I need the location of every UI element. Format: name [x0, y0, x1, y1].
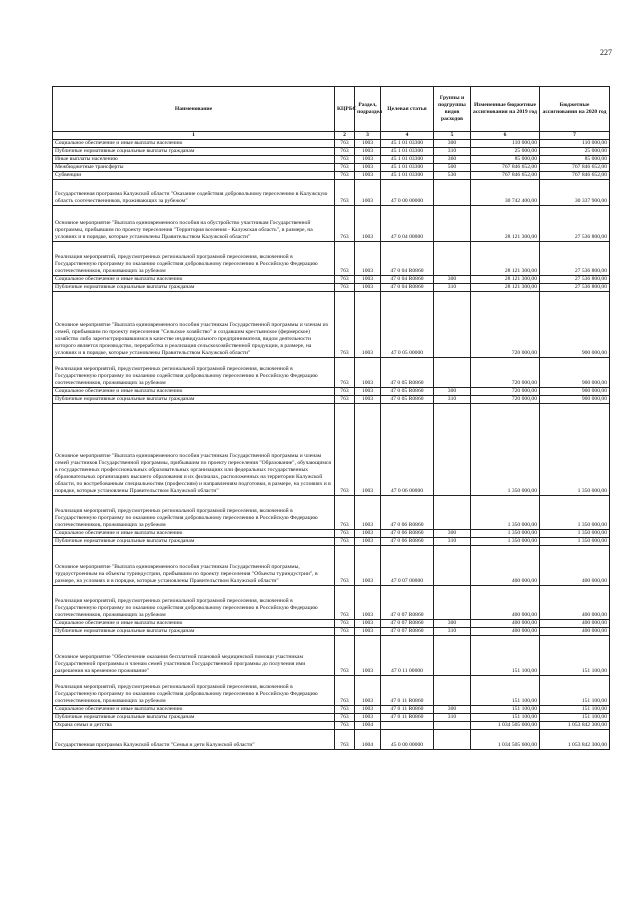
table-row	[53, 396, 610, 404]
row-vid	[434, 206, 471, 242]
row-kcrbs: 763	[335, 292, 355, 358]
row-vid: 300	[434, 530, 471, 538]
row-v2020: 1 350 000,00	[540, 404, 610, 496]
table-row	[53, 284, 610, 292]
row-v2020: 151 100,00	[540, 676, 610, 706]
table-row	[53, 530, 610, 538]
row-v2019: 1 350 000,00	[471, 530, 540, 538]
header-row	[53, 87, 610, 132]
row-razdel: 1003	[355, 388, 381, 396]
row-kcrbs: 763	[335, 706, 355, 714]
row-razdel: 1003	[355, 676, 381, 706]
row-name: Реализация мероприятий, предусмотренных региональной программой переселения, включенной в Государственную программу по оказанию содействия добровольному переселению в Российскую Федерацию соотечественников, проживающих за рубежом	[53, 496, 335, 530]
row-statya	[381, 722, 434, 730]
row-name: Государственная программа Калужской области "Оказание содействия добровольному переселению в Калужскую область соотечественников, проживающих за рубежом"	[53, 180, 335, 206]
row-v2019: 400 000,00	[471, 546, 540, 586]
row-statya: 47 0 11 R0860	[381, 676, 434, 706]
row-v2019: 400 000,00	[471, 620, 540, 628]
row-razdel: 1004	[355, 730, 381, 750]
row-v2019: 400 000,00	[471, 586, 540, 620]
header-name: Наименование	[53, 87, 335, 132]
row-vid: 310	[434, 284, 471, 292]
row-razdel: 1003	[355, 538, 381, 546]
row-statya: 45 1 01 03300	[381, 140, 434, 148]
row-kcrbs: 763	[335, 172, 355, 180]
row-name: Публичные нормативные социальные выплаты гражданам	[53, 538, 335, 546]
row-kcrbs: 763	[335, 496, 355, 530]
row-statya: 45 1 01 03300	[381, 164, 434, 172]
row-vid: 300	[434, 276, 471, 284]
row-v2020: 1 350 000,00	[540, 530, 610, 538]
row-kcrbs: 763	[335, 586, 355, 620]
row-v2019: 28 121 300,00	[471, 276, 540, 284]
row-vid: 310	[434, 628, 471, 636]
row-statya: 47 0 06 R0860	[381, 496, 434, 530]
row-name: Социальное обеспечение и иные выплаты населению	[53, 388, 335, 396]
row-statya: 47 0 04 R0860	[381, 276, 434, 284]
page-number: 227	[600, 48, 612, 57]
row-v2020: 400 000,00	[540, 586, 610, 620]
table-row	[53, 676, 610, 706]
row-statya: 47 0 05 R0860	[381, 358, 434, 388]
row-name: Основное мероприятие "Выплата единовременного пособия участникам Государственной программы, трудоустроенным на объекты туриндустрии, прибывшим по проекту переселения "Объекты туриндустрии", в размере, на условиях и в порядке, которые установлены Правительством Калужской области"	[53, 546, 335, 586]
table-row	[53, 292, 610, 358]
row-v2020: 400 000,00	[540, 628, 610, 636]
row-kcrbs: 763	[335, 530, 355, 538]
row-kcrbs: 763	[335, 546, 355, 586]
row-kcrbs: 763	[335, 636, 355, 676]
row-statya: 47 0 06 R0860	[381, 538, 434, 546]
column-number-row	[53, 132, 610, 140]
row-statya: 45 1 01 03300	[381, 172, 434, 180]
row-v2020: 1 053 842 300,00	[540, 722, 610, 730]
row-v2020: 900 000,00	[540, 292, 610, 358]
row-razdel: 1003	[355, 496, 381, 530]
row-name: Основное мероприятие "Обеспечение оказания бесплатной плановой медицинской помощи участникам Государственной программы и членам семей участников Государственной программы до получения ими разрешения на временное проживание"	[53, 636, 335, 676]
table-row	[53, 276, 610, 284]
row-vid	[434, 546, 471, 586]
row-v2020: 27 536 800,00	[540, 284, 610, 292]
table-row	[53, 730, 610, 750]
column-number: 6	[471, 132, 540, 140]
row-v2020: 900 000,00	[540, 388, 610, 396]
table-row	[53, 722, 610, 730]
table-row	[53, 706, 610, 714]
table-row	[53, 206, 610, 242]
row-name: Реализация мероприятий, предусмотренных региональной программой переселения, включенной в Государственную программу по оказанию содействия добровольному переселению в Российскую Федерацию соотечественников, проживающих за рубежом	[53, 586, 335, 620]
row-kcrbs: 763	[335, 714, 355, 722]
row-v2020: 27 536 800,00	[540, 276, 610, 284]
row-razdel: 1003	[355, 148, 381, 156]
row-kcrbs: 763	[335, 722, 355, 730]
row-v2019: 151 100,00	[471, 636, 540, 676]
row-statya: 47 0 06 R0860	[381, 530, 434, 538]
row-kcrbs: 763	[335, 388, 355, 396]
row-name: Публичные нормативные социальные выплаты гражданам	[53, 396, 335, 404]
row-kcrbs: 763	[335, 148, 355, 156]
header-razdel: Раздел, подраздел	[355, 87, 381, 132]
table-row	[53, 242, 610, 276]
row-vid: 310	[434, 148, 471, 156]
row-v2019: 1 350 000,00	[471, 496, 540, 530]
row-vid: 300	[434, 620, 471, 628]
row-v2020: 151 100,00	[540, 636, 610, 676]
row-v2019: 767 846 652,00	[471, 164, 540, 172]
row-razdel: 1003	[355, 206, 381, 242]
row-vid	[434, 636, 471, 676]
row-name: Иные выплаты населению	[53, 156, 335, 164]
row-name: Основное мероприятие "Выплата единовременного пособия участникам Государственной программы и членам семей участников Государственной программы, прибывшим по проекту переселения "Образование", обучающимся в государственных профессиональных образовательных организациях или федеральных государственных образовательных организациях высшего образования и их филиалах, расположенных на территории Калужской области, по востребованным специальностям (профессиям) и направлениям подготовки, в размере, на условиях и в порядке, которые установлены Правительством Калужской области"	[53, 404, 335, 496]
row-vid	[434, 496, 471, 530]
row-v2020: 30 337 900,00	[540, 180, 610, 206]
table-row	[53, 586, 610, 620]
table-row	[53, 546, 610, 586]
row-vid	[434, 180, 471, 206]
row-razdel: 1003	[355, 242, 381, 276]
row-razdel: 1003	[355, 628, 381, 636]
row-v2020: 151 100,00	[540, 706, 610, 714]
row-razdel: 1003	[355, 546, 381, 586]
row-v2020: 1 053 842 300,00	[540, 730, 610, 750]
column-number: 5	[434, 132, 471, 140]
row-v2019: 28 121 300,00	[471, 206, 540, 242]
row-name: Основное мероприятие "Выплата единовременного пособия участникам Государственной программы и членам их семей, прибывшим по проекту переселения "Сельское хозяйство" и создавшим крестьянское (фермерское) хозяйство либо зарегистрировавшимся в качестве индивидуального предпринимателя, видом деятельности которого является производство, переработка и реализация сельскохозяйственной продукции, в размере, на условиях и в порядке, которые установлены Правительством Калужской области"	[53, 292, 335, 358]
row-razdel: 1003	[355, 276, 381, 284]
row-v2019: 767 846 652,00	[471, 172, 540, 180]
row-v2020: 1 350 000,00	[540, 538, 610, 546]
row-statya: 47 0 07 00000	[381, 546, 434, 586]
row-razdel: 1004	[355, 722, 381, 730]
row-razdel: 1003	[355, 140, 381, 148]
row-name: Реализация мероприятий, предусмотренных региональной программой переселения, включенной в Государственную программу по оказанию содействия добровольному переселению в Российскую Федерацию соотечественников, проживающих за рубежом	[53, 676, 335, 706]
table-row	[53, 358, 610, 388]
header-v2020: Бюджетные ассигнования на 2020 год	[540, 87, 610, 132]
row-vid	[434, 242, 471, 276]
row-v2019: 400 000,00	[471, 628, 540, 636]
row-name: Реализация мероприятий, предусмотренных региональной программой переселения, включенной в Государственную программу по оказанию содействия добровольному переселению в Российскую Федерацию соотечественников, проживающих за рубежом	[53, 242, 335, 276]
row-v2020: 110 000,00	[540, 140, 610, 148]
row-kcrbs: 763	[335, 358, 355, 388]
row-vid	[434, 722, 471, 730]
row-kcrbs: 763	[335, 156, 355, 164]
row-statya: 47 0 04 R0860	[381, 242, 434, 276]
row-vid: 310	[434, 538, 471, 546]
row-statya: 45 1 01 03300	[381, 156, 434, 164]
row-name: Охрана семьи и детства	[53, 722, 335, 730]
column-number: 2	[335, 132, 355, 140]
row-name: Публичные нормативные социальные выплаты гражданам	[53, 284, 335, 292]
row-vid: 530	[434, 172, 471, 180]
table-row	[53, 714, 610, 722]
row-v2020: 900 000,00	[540, 396, 610, 404]
row-kcrbs: 763	[335, 730, 355, 750]
row-statya: 47 0 05 R0860	[381, 396, 434, 404]
row-vid	[434, 586, 471, 620]
row-v2019: 30 742 400,00	[471, 180, 540, 206]
row-razdel: 1003	[355, 620, 381, 628]
row-v2020: 85 000,00	[540, 156, 610, 164]
column-number: 3	[355, 132, 381, 140]
table-row	[53, 538, 610, 546]
column-number: 7	[540, 132, 610, 140]
row-v2020: 767 846 652,00	[540, 164, 610, 172]
table-row	[53, 636, 610, 676]
row-statya: 47 0 05 00000	[381, 292, 434, 358]
row-statya: 47 0 00 00000	[381, 180, 434, 206]
row-name: Основное мероприятие "Выплата единовременного пособия на обустройство участникам Государственной программы, прибывшим по проекту переселения "Территория вселения - Калужская область", в размере, на условиях и в порядке, которые установлены Правительством Калужской области"	[53, 206, 335, 242]
column-number: 4	[381, 132, 434, 140]
row-vid: 500	[434, 164, 471, 172]
table-row	[53, 620, 610, 628]
row-statya: 47 0 11 00000	[381, 636, 434, 676]
row-vid	[434, 676, 471, 706]
row-v2019: 25 000,00	[471, 148, 540, 156]
row-v2019: 1 350 000,00	[471, 538, 540, 546]
row-v2020: 1 350 000,00	[540, 496, 610, 530]
row-kcrbs: 763	[335, 276, 355, 284]
row-statya: 45 1 01 03300	[381, 148, 434, 156]
row-statya: 47 0 07 R0860	[381, 628, 434, 636]
row-v2019: 151 100,00	[471, 706, 540, 714]
row-name: Социальное обеспечение и иные выплаты населению	[53, 276, 335, 284]
row-name: Реализация мероприятий, предусмотренных региональной программой переселения, включенной в Государственную программу по оказанию содействия добровольному переселению в Российскую Федерацию соотечественников, проживающих за рубежом	[53, 358, 335, 388]
row-v2019: 1 034 505 600,00	[471, 730, 540, 750]
row-razdel: 1003	[355, 156, 381, 164]
row-name: Социальное обеспечение и иные выплаты населению	[53, 620, 335, 628]
row-razdel: 1003	[355, 164, 381, 172]
table-row	[53, 496, 610, 530]
row-statya: 47 0 05 R0860	[381, 388, 434, 396]
row-v2019: 28 121 300,00	[471, 284, 540, 292]
row-statya: 47 0 07 R0860	[381, 620, 434, 628]
row-v2019: 28 121 300,00	[471, 242, 540, 276]
row-vid: 360	[434, 156, 471, 164]
row-v2020: 400 000,00	[540, 620, 610, 628]
row-kcrbs: 763	[335, 396, 355, 404]
row-razdel: 1003	[355, 358, 381, 388]
row-razdel: 1003	[355, 172, 381, 180]
row-razdel: 1003	[355, 530, 381, 538]
row-name: Социальное обеспечение и иные выплаты населению	[53, 140, 335, 148]
row-kcrbs: 763	[335, 140, 355, 148]
row-kcrbs: 763	[335, 242, 355, 276]
table-row	[53, 164, 610, 172]
row-v2020: 151 100,00	[540, 714, 610, 722]
header-statya: Целевая статья	[381, 87, 434, 132]
row-statya: 47 0 06 00000	[381, 404, 434, 496]
row-name: Публичные нормативные социальные выплаты гражданам	[53, 628, 335, 636]
row-kcrbs: 763	[335, 676, 355, 706]
row-vid: 300	[434, 140, 471, 148]
row-statya: 47 0 04 R0860	[381, 284, 434, 292]
row-statya: 45 0 00 00000	[381, 730, 434, 750]
header-vid: Группы и подгруппы видов расходов	[434, 87, 471, 132]
row-vid	[434, 358, 471, 388]
row-vid	[434, 292, 471, 358]
row-v2019: 1 350 000,00	[471, 404, 540, 496]
row-statya: 47 0 07 R0860	[381, 586, 434, 620]
row-name: Межбюджетные трансферты	[53, 164, 335, 172]
row-name: Социальное обеспечение и иные выплаты населению	[53, 706, 335, 714]
row-name: Социальное обеспечение и иные выплаты населению	[53, 530, 335, 538]
row-vid	[434, 404, 471, 496]
row-razdel: 1003	[355, 396, 381, 404]
row-razdel: 1003	[355, 586, 381, 620]
table-row	[53, 148, 610, 156]
header-kcrbs: КЦРБС	[335, 87, 355, 132]
row-v2019: 720 000,00	[471, 396, 540, 404]
row-vid: 300	[434, 706, 471, 714]
row-statya: 47 0 11 R0860	[381, 714, 434, 722]
row-vid	[434, 730, 471, 750]
row-kcrbs: 763	[335, 284, 355, 292]
row-v2020: 400 000,00	[540, 546, 610, 586]
row-statya: 47 0 11 R0860	[381, 706, 434, 714]
row-v2019: 1 034 505 600,00	[471, 722, 540, 730]
row-v2019: 720 000,00	[471, 388, 540, 396]
row-statya: 47 0 04 00000	[381, 206, 434, 242]
row-name: Публичные нормативные социальные выплаты гражданам	[53, 714, 335, 722]
table-row	[53, 180, 610, 206]
table-row	[53, 388, 610, 396]
table-row	[53, 172, 610, 180]
row-razdel: 1003	[355, 284, 381, 292]
column-number: 1	[53, 132, 335, 140]
row-name: Государственная программа Калужской области "Семья и дети Калужской области"	[53, 730, 335, 750]
row-v2019: 110 000,00	[471, 140, 540, 148]
row-v2019: 720 000,00	[471, 358, 540, 388]
row-v2019: 151 100,00	[471, 676, 540, 706]
row-kcrbs: 763	[335, 628, 355, 636]
row-kcrbs: 763	[335, 164, 355, 172]
row-name: Субвенции	[53, 172, 335, 180]
row-v2020: 767 846 652,00	[540, 172, 610, 180]
row-name: Публичные нормативные социальные выплаты гражданам	[53, 148, 335, 156]
row-kcrbs: 763	[335, 538, 355, 546]
row-razdel: 1003	[355, 714, 381, 722]
row-kcrbs: 763	[335, 180, 355, 206]
header-v2019: Измененные бюджетные ассигнования на 2019 год	[471, 87, 540, 132]
budget-table	[52, 86, 610, 750]
row-kcrbs: 763	[335, 206, 355, 242]
row-razdel: 1003	[355, 292, 381, 358]
row-v2019: 720 000,00	[471, 292, 540, 358]
table-row	[53, 156, 610, 164]
table-row	[53, 404, 610, 496]
row-v2020: 25 000,00	[540, 148, 610, 156]
row-vid: 310	[434, 714, 471, 722]
row-kcrbs: 763	[335, 404, 355, 496]
row-razdel: 1003	[355, 404, 381, 496]
row-razdel: 1003	[355, 706, 381, 714]
row-v2019: 151 100,00	[471, 714, 540, 722]
row-v2020: 27 536 800,00	[540, 206, 610, 242]
row-vid: 310	[434, 396, 471, 404]
table-row	[53, 628, 610, 636]
row-v2019: 85 000,00	[471, 156, 540, 164]
row-v2020: 900 000,00	[540, 358, 610, 388]
row-razdel: 1003	[355, 636, 381, 676]
table-row	[53, 140, 610, 148]
row-vid: 300	[434, 388, 471, 396]
row-v2020: 27 536 800,00	[540, 242, 610, 276]
row-razdel: 1003	[355, 180, 381, 206]
row-kcrbs: 763	[335, 620, 355, 628]
